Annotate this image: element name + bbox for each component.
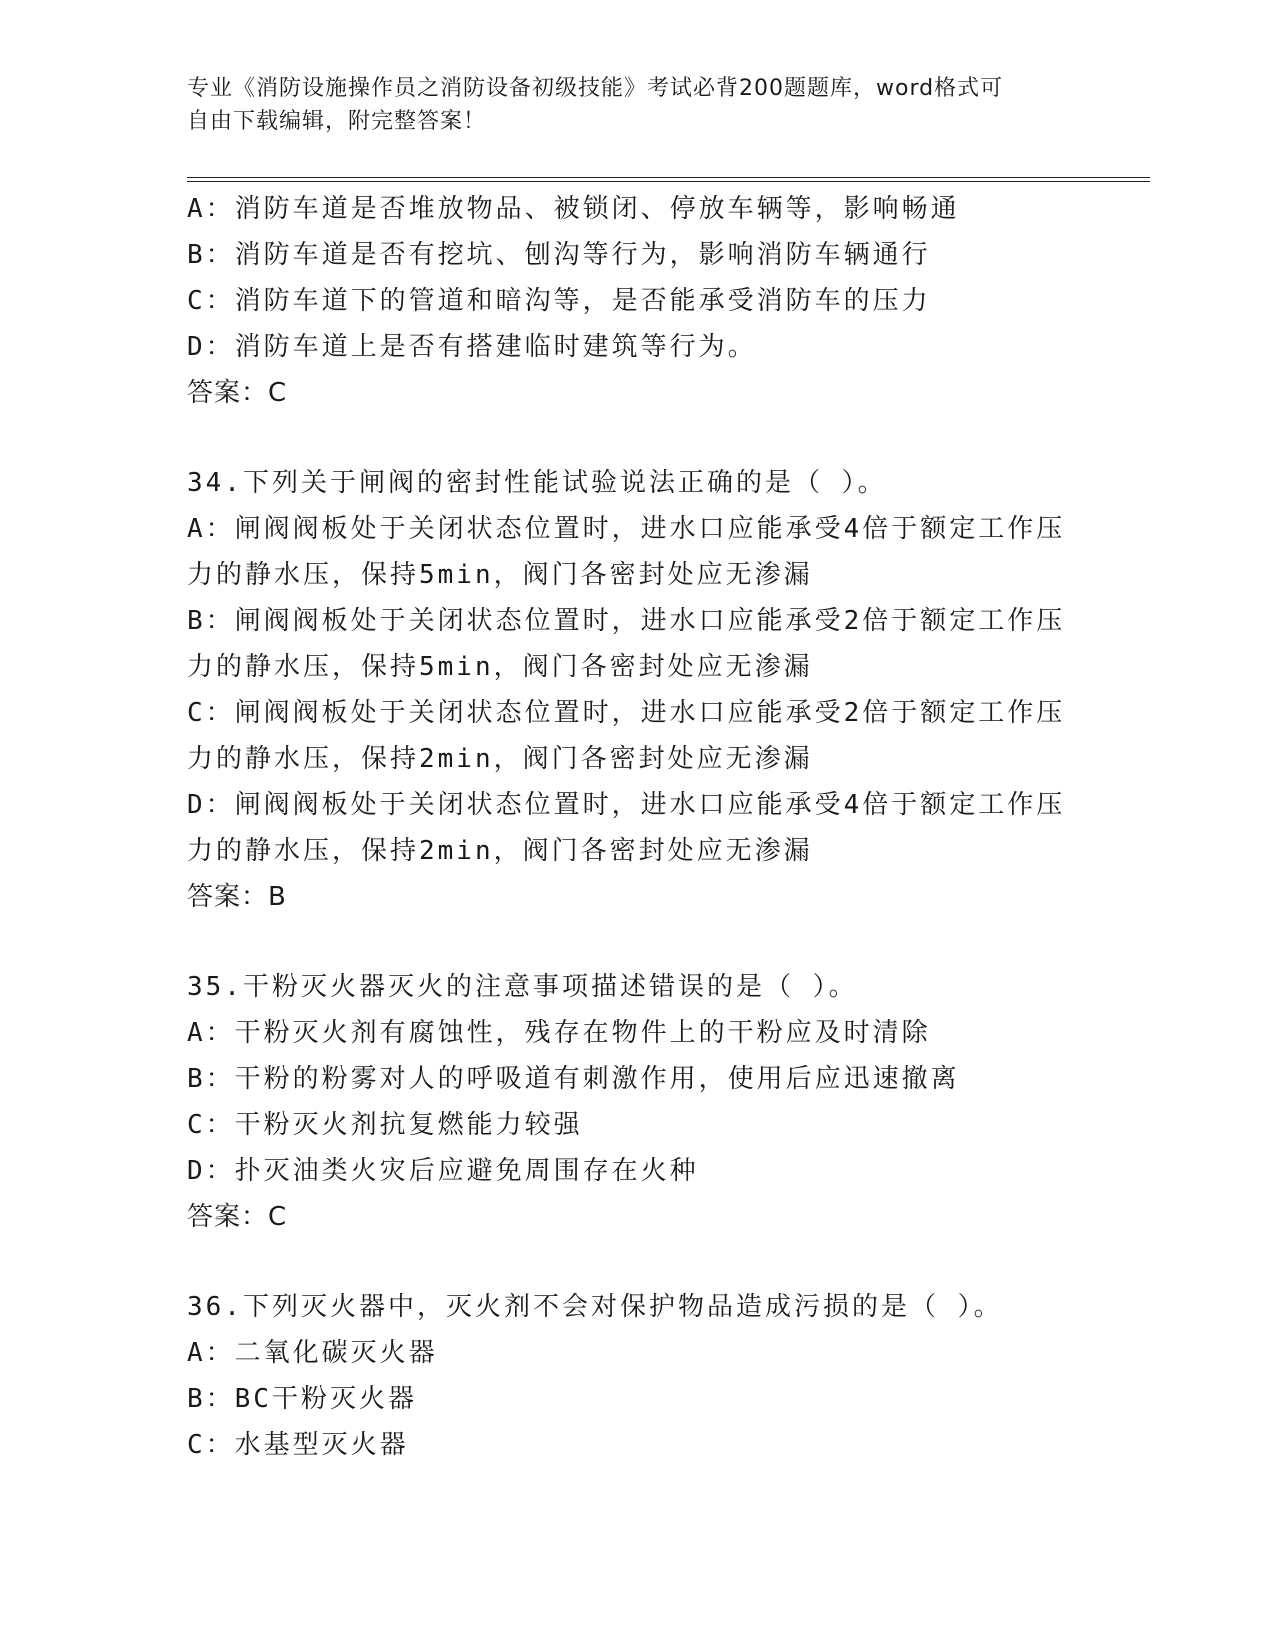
option-a: A：干粉灭火剂有腐蚀性，残存在物件上的干粉应及时清除 bbox=[187, 1018, 931, 1048]
option-a: A：闸阀阀板处于关闭状态位置时，进水口应能承受4倍于额定工作压 bbox=[187, 514, 1066, 544]
header-line-1: 专业《消防设施操作员之消防设备初级技能》考试必背200题题库，word格式可 bbox=[187, 76, 1004, 101]
option-b: B：干粉的粉雾对人的呼吸道有刺激作用，使用后应迅速撤离 bbox=[187, 1064, 960, 1094]
option-b: B：闸阀阀板处于关闭状态位置时，进水口应能承受2倍于额定工作压 bbox=[187, 606, 1066, 636]
option-a: A：二氧化碳灭火器 bbox=[187, 1338, 438, 1368]
answer: 答案：C bbox=[187, 378, 288, 408]
question-text: 36.下列灭火器中，灭火剂不会对保护物品造成污损的是（ ）。 bbox=[187, 1292, 1003, 1322]
answer: 答案：B bbox=[187, 882, 287, 912]
option-d: D：消防车道上是否有搭建临时建筑等行为。 bbox=[187, 332, 757, 362]
option-d: D：闸阀阀板处于关闭状态位置时，进水口应能承受4倍于额定工作压 bbox=[187, 790, 1066, 820]
option-c: C：消防车道下的管道和暗沟等，是否能承受消防车的压力 bbox=[187, 286, 931, 316]
question-35 bbox=[187, 964, 1087, 1240]
option-b: B：BC干粉灭火器 bbox=[187, 1384, 417, 1414]
option-c: C：干粉灭火剂抗复燃能力较强 bbox=[187, 1110, 583, 1140]
option-c: C：水基型灭火器 bbox=[187, 1430, 409, 1460]
option-a-continued: 力的静水压，保持5min，阀门各密封处应无渗漏 bbox=[187, 560, 813, 590]
header-divider bbox=[187, 177, 1150, 182]
question-33-options bbox=[187, 186, 1087, 416]
answer: 答案：C bbox=[187, 1202, 288, 1232]
question-text: 35.干粉灭火器灭火的注意事项描述错误的是（ ）。 bbox=[187, 972, 858, 1002]
option-d-continued: 力的静水压，保持2min，阀门各密封处应无渗漏 bbox=[187, 836, 813, 866]
question-36 bbox=[187, 1284, 1087, 1468]
option-d: D：扑灭油类火灾后应避免周围存在火种 bbox=[187, 1156, 699, 1186]
option-c-continued: 力的静水压，保持2min，阀门各密封处应无渗漏 bbox=[187, 744, 813, 774]
option-b-continued: 力的静水压，保持5min，阀门各密封处应无渗漏 bbox=[187, 652, 813, 682]
question-text: 34.下列关于闸阀的密封性能试验说法正确的是（ ）。 bbox=[187, 468, 887, 498]
option-c: C：闸阀阀板处于关闭状态位置时，进水口应能承受2倍于额定工作压 bbox=[187, 698, 1066, 728]
question-list bbox=[187, 186, 1087, 1468]
option-a: A：消防车道是否堆放物品、被锁闭、停放车辆等，影响畅通 bbox=[187, 194, 960, 224]
document-header bbox=[187, 72, 1067, 138]
header-line-2: 自由下载编辑，附完整答案！ bbox=[187, 109, 487, 134]
option-b: B：消防车道是否有挖坑、刨沟等行为，影响消防车辆通行 bbox=[187, 240, 931, 270]
question-34 bbox=[187, 460, 1087, 920]
